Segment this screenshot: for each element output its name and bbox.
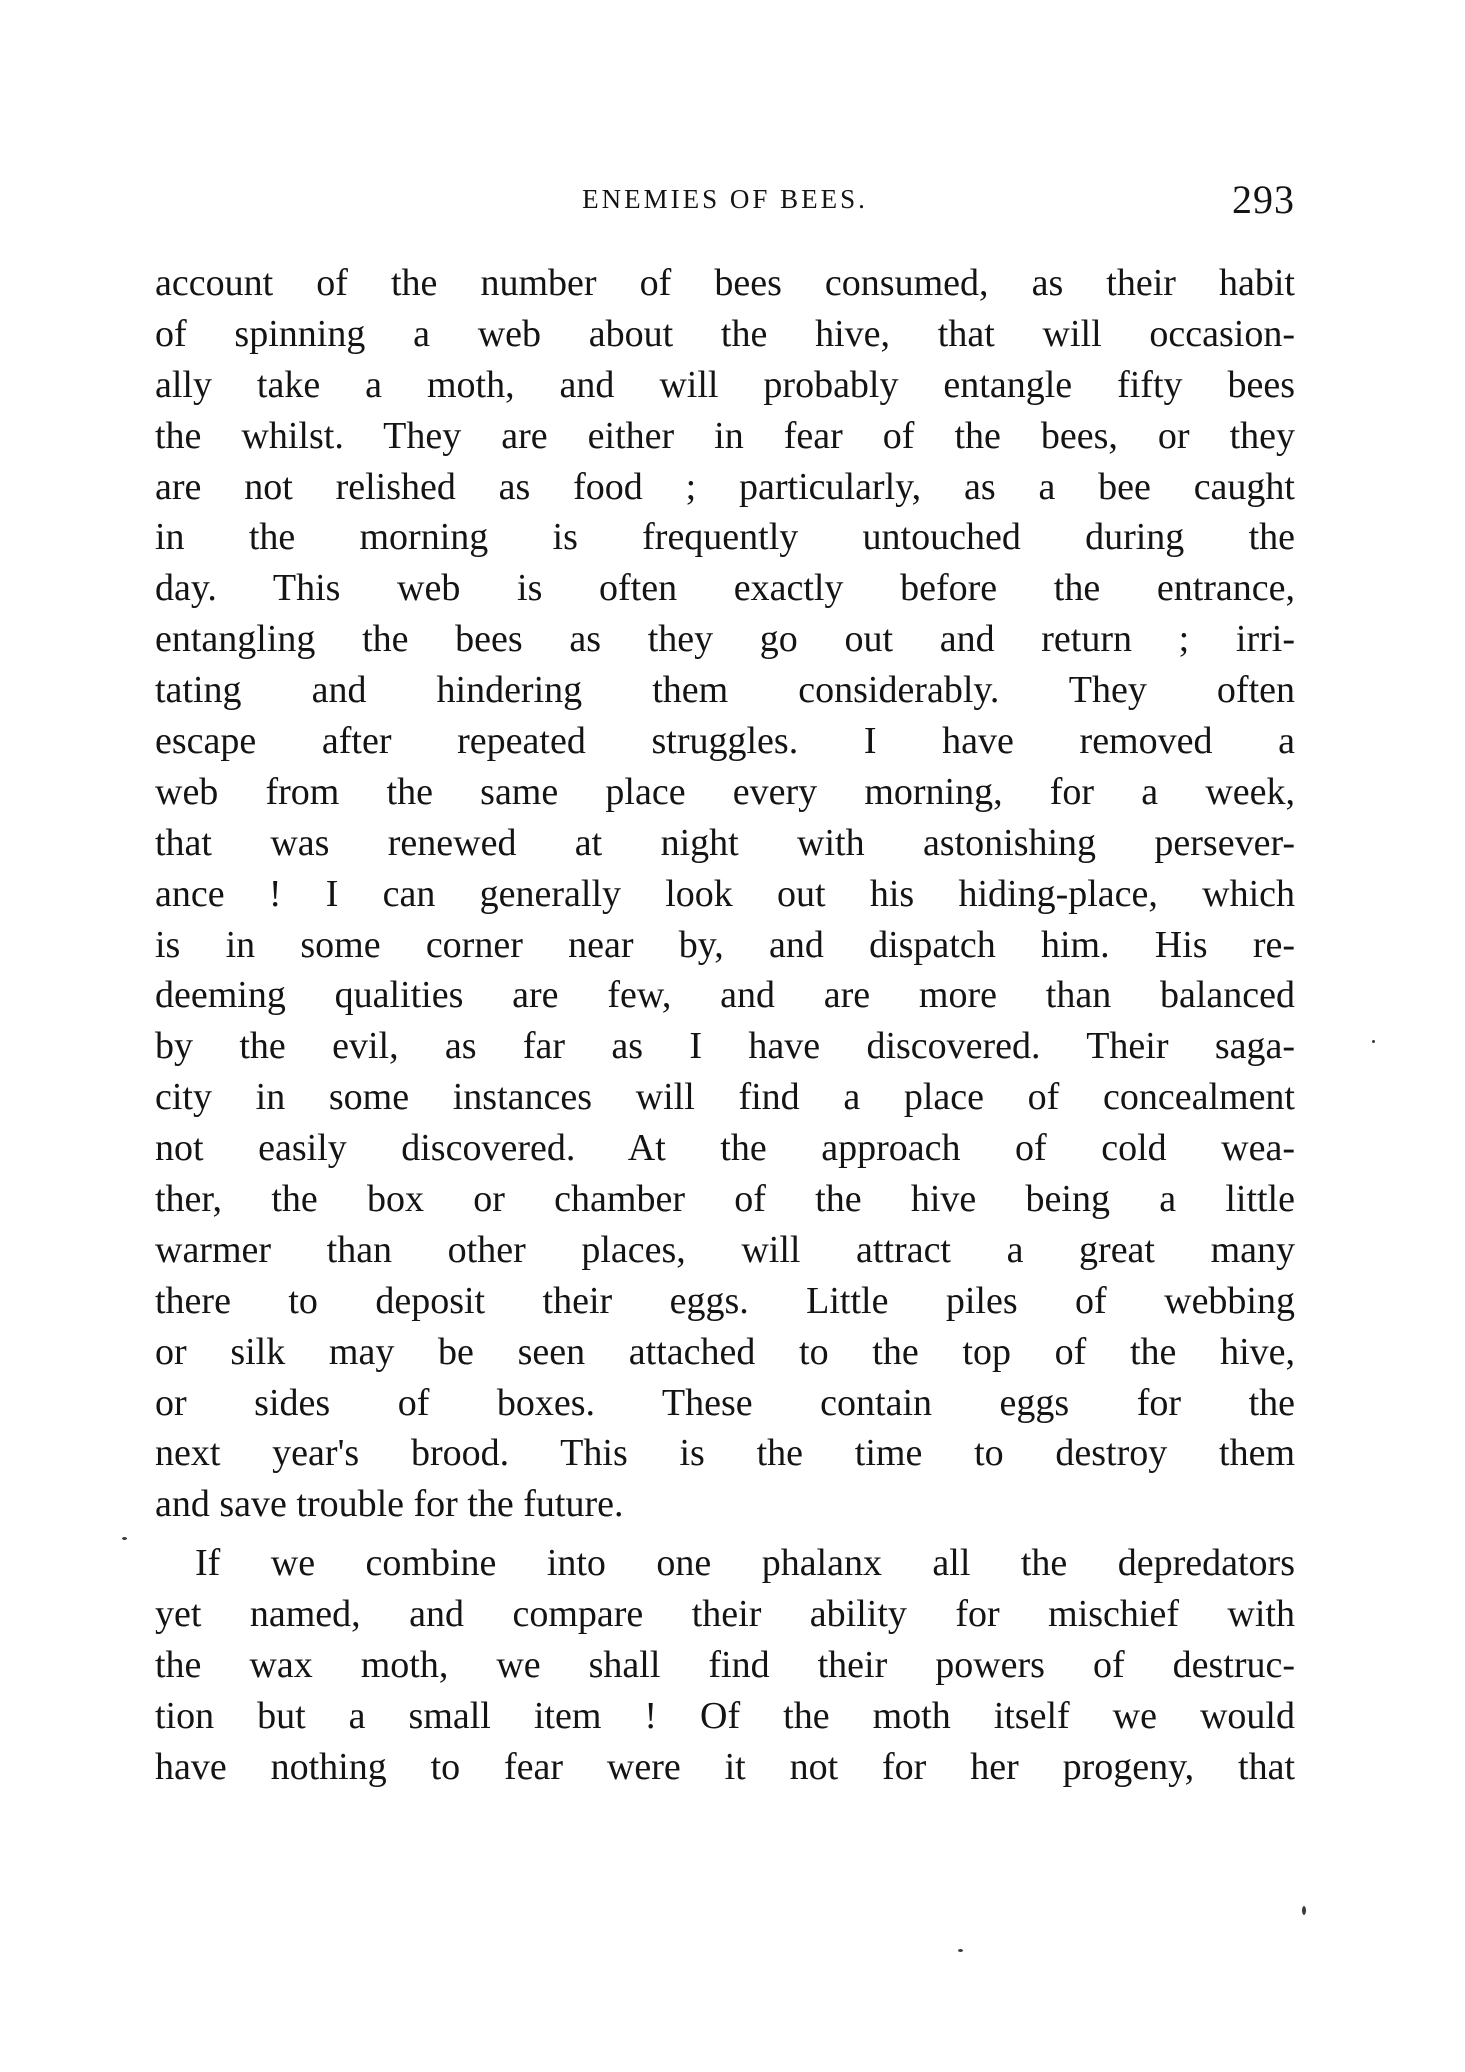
text-line: there to deposit their eggs. Little piles of webbing [155,1279,1295,1322]
text-line: not easily discovered. At the approach of cold wea- [155,1127,1295,1170]
text-line: the whilst. They are either in fear of the bees, or they [155,414,1295,457]
text-line: or sides of boxes. These contain eggs for the [155,1381,1295,1424]
text-line: that was renewed at night with astonishing persever- [155,821,1295,864]
page-number: 293 [1232,177,1295,222]
running-title: ENEMIES OF BEES. [582,184,868,214]
text-line: by the evil, as far as I have discovered. Their saga- [155,1025,1295,1068]
text-line: is in some corner near by, and dispatch him. His re- [155,923,1295,966]
running-head [155,176,1295,226]
print-speck [1302,1906,1306,1915]
text-line: deeming qualities are few, and are more than balanced [155,974,1295,1017]
text-line: tating and hindering them considerably. They often [155,669,1295,712]
text-line: warmer than other places, will attract a great many [155,1228,1295,1271]
text-line: If we combine into one phalanx all the depredators [195,1542,1295,1585]
text-line: day. This web is often exactly before the entrance, [155,567,1295,610]
text-line: ance ! I can generally look out his hiding-place, which [155,872,1295,915]
text-line: in the morning is frequently untouched during the [155,516,1295,559]
text-line: web from the same place every morning, for a week, [155,770,1295,813]
text-line: entangling the bees as they go out and return ; irri- [155,618,1295,661]
print-speck [1372,1040,1375,1043]
text-line: the wax moth, we shall find their powers of destruc- [155,1644,1295,1687]
paragraph-gap [155,1530,1295,1538]
print-speck [958,1949,963,1952]
text-line: yet named, and compare their ability for mischief with [155,1593,1295,1636]
print-speck [122,1537,127,1540]
text-line: have nothing to fear were it not for her progeny, that [155,1745,1295,1788]
text-line: ally take a moth, and will probably entangle fifty bees [155,363,1295,406]
text-line: or silk may be seen attached to the top of the hive, [155,1330,1295,1373]
text-line: next year's brood. This is the time to destroy them [155,1432,1295,1475]
text-line: tion but a small item ! Of the moth itself we would [155,1694,1295,1737]
text-line: account of the number of bees consumed, as their habit [155,262,1295,304]
paragraph [155,1538,1295,1792]
text-line: escape after repeated struggles. I have removed a [155,720,1295,763]
body-text [155,258,1295,1793]
text-line: and save trouble for the future. [155,1483,624,1526]
text-line: are not relished as food ; particularly, as a bee caught [155,465,1295,508]
text-line: ther, the box or chamber of the hive being a little [155,1178,1295,1221]
text-line: of spinning a web about the hive, that will occasion- [155,312,1295,355]
paragraph [155,258,1295,1530]
text-line: city in some instances will find a place of concealment [155,1076,1295,1119]
